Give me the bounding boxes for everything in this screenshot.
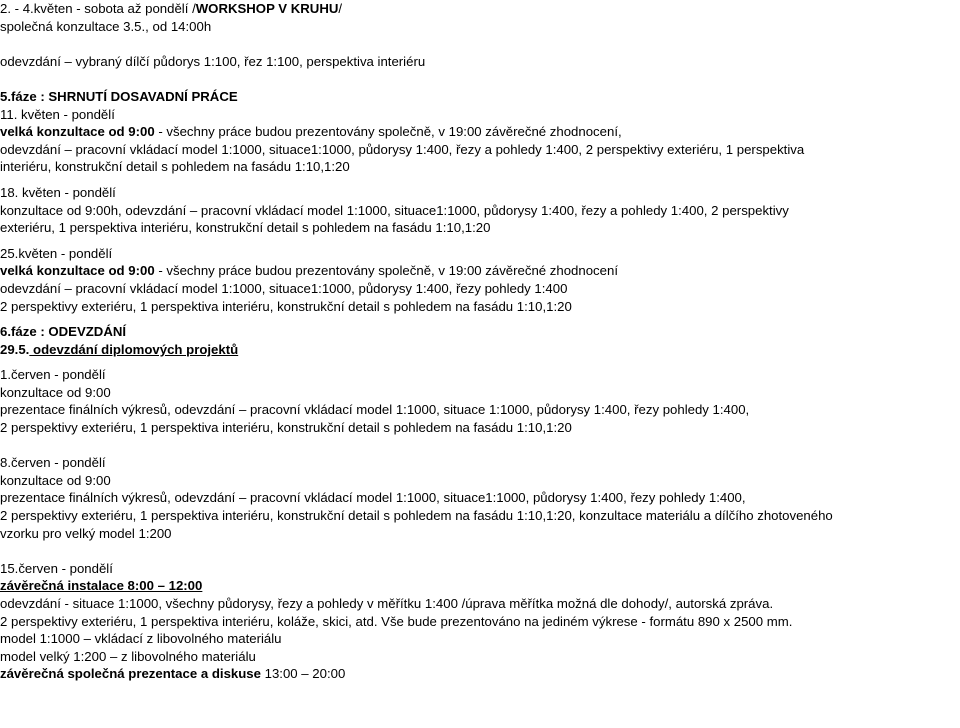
june1-line2: prezentace finálních výkresů, odevzdání – pracovní vkládací model 1:1000, situace 1:1000, půdorysy 1:400, řezy pohledy 1:400, (0, 402, 750, 418)
june15-final (0, 665, 956, 683)
phase5-title: 5.fáze : SHRNUTÍ DOSAVADNÍ PRÁCE (0, 88, 238, 104)
workshop-submission: odevzdání – vybraný dílčí půdorys 1:100, řez 1:100, perspektiva interiéru (0, 53, 426, 69)
june15-date: 15.červen - pondělí (0, 560, 113, 576)
final-presentation: závěrečná společná prezentace a diskuse (0, 666, 261, 682)
june8-line1: konzultace od 9:00 (0, 472, 111, 488)
may25-line3: 2 perspektivy exteriéru, 1 perspektiva interiéru, konstrukční detail s pohledem na fasádu 1:10,1:20 (0, 298, 572, 314)
june15-install: závěrečná instalace 8:00 – 12:00 (0, 578, 203, 594)
deadline-date: 29.5. (0, 341, 30, 357)
deadline-text: odevzdání diplomových projektů (29, 341, 239, 357)
may18-line2: exteriéru, 1 perspektiva interiéru, konstrukční detail s pohledem na fasádu 1:10,1:20 (0, 220, 491, 236)
may18-line1: konzultace od 9:00h, odevzdání – pracovní vkládací model 1:1000, situace1:1000, půdorysy 1:400, řezy a pohledy 1:400, 2 perspektivy (0, 202, 789, 218)
june1-date: 1.červen - pondělí (0, 367, 106, 383)
may11-line1 (0, 123, 956, 141)
workshop-title: WORKSHOP V KRUHU (195, 1, 339, 16)
workshop-heading (0, 0, 956, 18)
may11-date: 11. květen - pondělí (0, 106, 115, 122)
may11-bold: velká konzultace od 9:00 (0, 124, 155, 140)
may25-text: - všechny práce budou prezentovány společně, v 19:00 závěrečné zhodnocení (154, 263, 618, 279)
may25-line1 (0, 262, 956, 280)
may18-date: 18. květen - pondělí (0, 184, 116, 200)
june8-line3: 2 perspektivy exteriéru, 1 perspektiva interiéru, konstrukční detail s pohledem na fasádu 1:10,1:20, konzultace materiálu a dílčího zhotoveného (0, 508, 833, 524)
june8-line2: prezentace finálních výkresů, odevzdání – pracovní vkládací model 1:1000, situace1:1000, půdorysy 1:400, řezy pohledy 1:400, (0, 490, 746, 506)
final-time: 13:00 – 20:00 (260, 666, 346, 682)
workshop-consultation: společná konzultace 3.5., od 14:00h (0, 18, 212, 34)
may25-date: 25.květen - pondělí (0, 245, 113, 261)
may11-line3: interiéru, konstrukční detail s pohledem na fasádu 1:10,1:20 (0, 159, 350, 175)
workshop-slash: / (338, 1, 343, 16)
may11-text: - všechny práce budou prezentovány společně, v 19:00 závěrečné zhodnocení, (154, 124, 622, 140)
june1-line1: konzultace od 9:00 (0, 384, 111, 400)
phase6-deadline (0, 341, 956, 359)
june15-line3: model 1:1000 – vkládací z libovolného materiálu (0, 631, 282, 647)
june15-line4: model velký 1:200 – z libovolného materiálu (0, 648, 256, 664)
workshop-date: 2. - 4.květen - sobota až pondělí / (0, 1, 196, 16)
phase6-title: 6.fáze : ODEVZDÁNÍ (0, 324, 127, 340)
may25-bold: velká konzultace od 9:00 (0, 263, 155, 279)
june15-line2: 2 perspektivy exteriéru, 1 perspektiva interiéru, koláže, skici, atd. Vše bude prezentováno na jediném výkrese - formátu 890 x 2500 mm. (0, 613, 793, 629)
june15-line1: odevzdání - situace 1:1000, všechny půdorysy, řezy a pohledy v měřítku 1:400 /úprava měřítka možná dle dohody/, autorská zpráva. (0, 596, 774, 611)
may25-line2: odevzdání – pracovní vkládací model 1:1000, situace1:1000, půdorysy 1:400, řezy pohledy 1:400 (0, 280, 568, 296)
june1-line3: 2 perspektivy exteriéru, 1 perspektiva interiéru, konstrukční detail s pohledem na fasádu 1:10,1:20 (0, 420, 572, 436)
june8-date: 8.červen - pondělí (0, 455, 106, 471)
may11-line2: odevzdání – pracovní vkládací model 1:1000, situace1:1000, půdorysy 1:400, řezy a pohledy 1:400, 2 perspektivy exteriéru, 1 perspektiva (0, 141, 805, 157)
june8-line4: vzorku pro velký model 1:200 (0, 525, 172, 541)
